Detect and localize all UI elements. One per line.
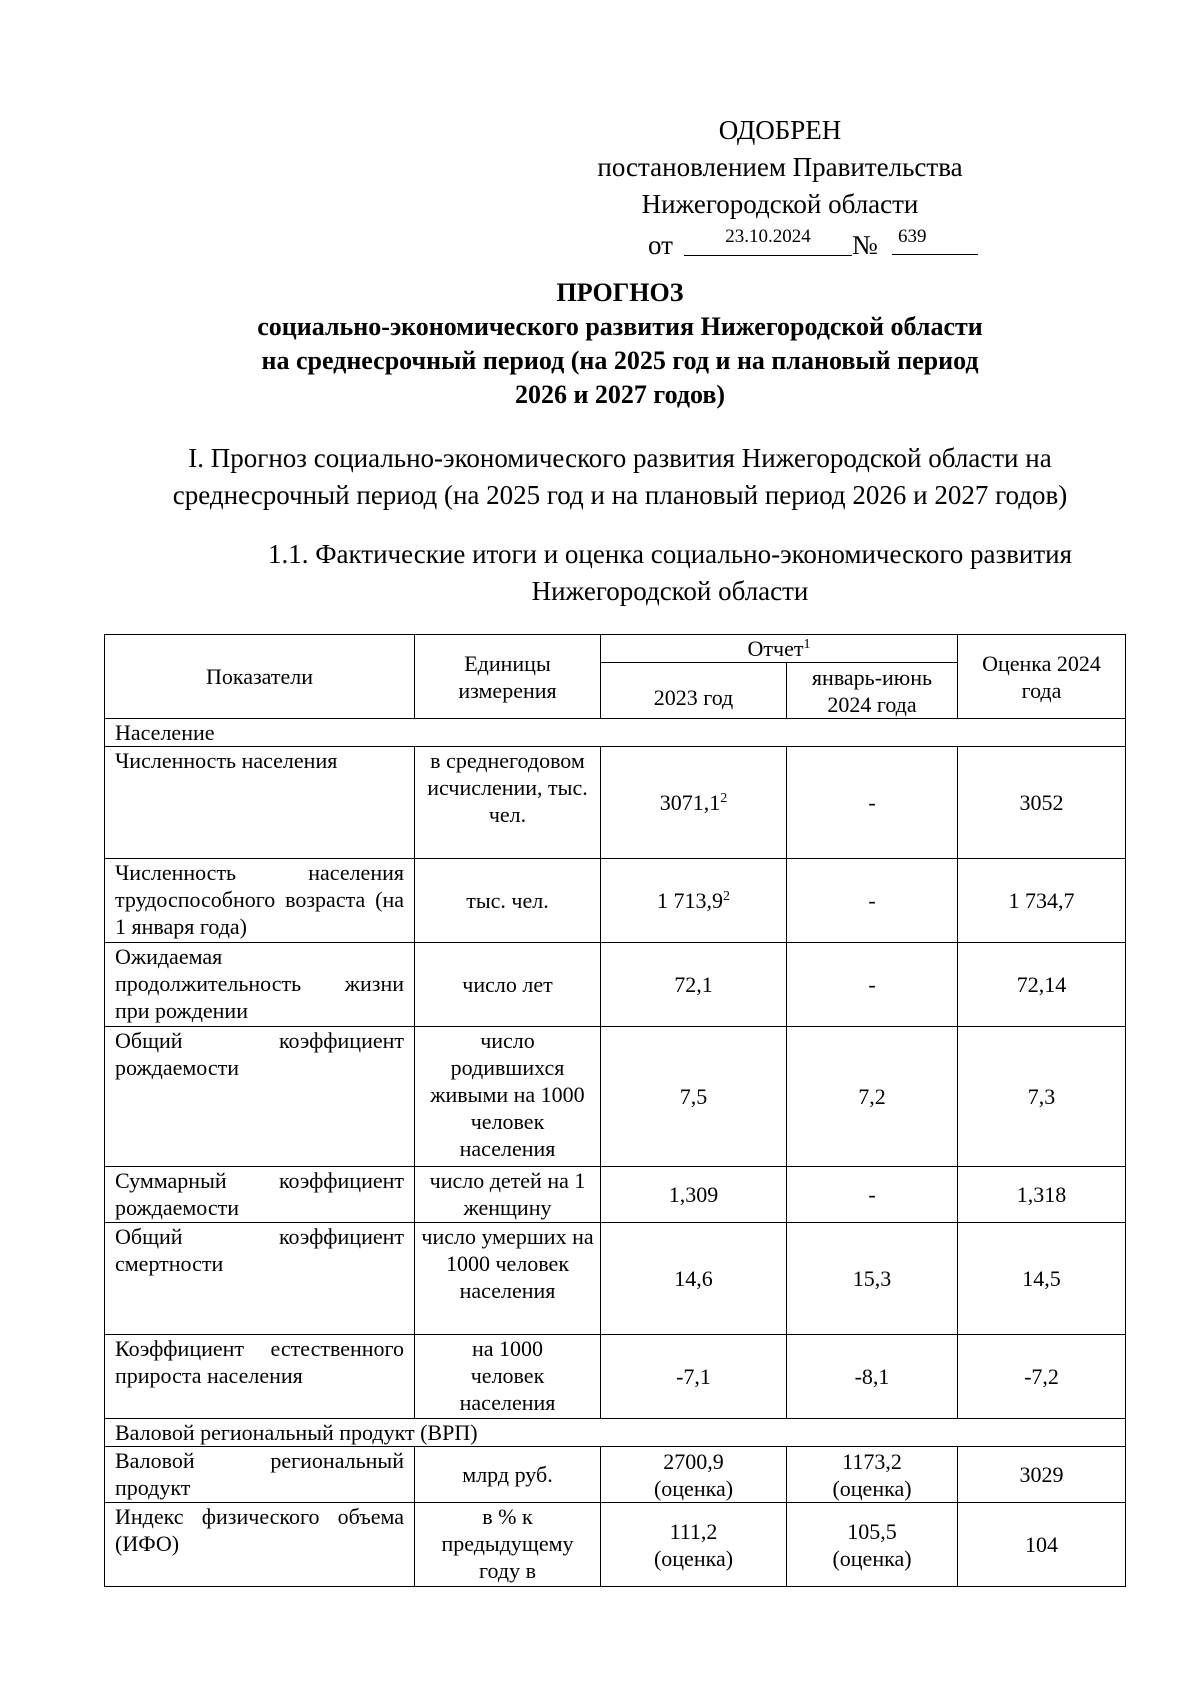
row-value-2023: 1 713,9$^2$ xyxy=(601,859,787,943)
row-value-jan-jun: 1173,2 (оценка) xyxy=(787,1447,958,1503)
row-unit: число умерших на 1000 человек населения xyxy=(415,1223,601,1335)
row-unit: тыс. чел. xyxy=(415,859,601,943)
row-unit: на 1000 человек населения xyxy=(415,1335,601,1419)
title-line-4: 2026 и 2027 годов) xyxy=(514,380,726,409)
header-indicators: Показатели xyxy=(105,635,415,719)
table-row xyxy=(105,1447,1126,1503)
title-line-2: социально-экономического развития Нижегородской области xyxy=(257,312,983,341)
approval-title: ОДОБРЕН xyxy=(718,115,842,145)
header-2023: 2023 год xyxy=(601,663,787,719)
row-unit: число лет xyxy=(415,943,601,1027)
row-value-2023: 2700,9 (оценка) xyxy=(601,1447,787,1503)
row-indicator: Численность населения трудоспособного возраста (на 1 января года) xyxy=(105,859,415,943)
table-row xyxy=(105,1335,1126,1419)
row-unit: в % к предыдущему году в xyxy=(415,1503,601,1587)
table-row xyxy=(105,1167,1126,1223)
row-value-2023: 72,1 xyxy=(601,943,787,1027)
approval-number: 639 xyxy=(892,223,978,255)
row-indicator: Общий коэффициент рождаемости xyxy=(105,1027,415,1167)
row-indicator: Индекс физического объема (ИФО) xyxy=(105,1503,415,1587)
table-row xyxy=(105,747,1126,859)
section-heading xyxy=(100,440,1140,514)
header-estimate-2024: Оценка 2024 года xyxy=(958,635,1126,719)
footnote-marker: 2 xyxy=(720,791,728,806)
table-row xyxy=(105,1503,1126,1587)
row-indicator: Коэффициент естественного прироста населения xyxy=(105,1335,415,1419)
row-value-2023: 111,2 (оценка) xyxy=(601,1503,787,1587)
row-unit: млрд руб. xyxy=(415,1447,601,1503)
row-value-jan-jun: 105,5 (оценка) xyxy=(787,1503,958,1587)
row-value-2023: 1,309 xyxy=(601,1167,787,1223)
row-value-estimate: -7,2 xyxy=(958,1335,1126,1419)
document-title xyxy=(100,276,1140,412)
row-indicator: Общий коэффициент смертности xyxy=(105,1223,415,1335)
subsection-line-2: Нижегородской области xyxy=(531,576,809,606)
row-indicator: Суммарный коэффициент рождаемости xyxy=(105,1167,415,1223)
header-jan-jun-2024: январь-июнь 2024 года xyxy=(787,663,958,719)
row-value-jan-jun: - xyxy=(787,859,958,943)
section-line-1: I. Прогноз социально-экономического развития Нижегородской области на xyxy=(188,443,1052,473)
row-value-2023: 3071,1$^2$ xyxy=(601,747,787,859)
table-row xyxy=(105,859,1126,943)
row-value-jan-jun: 7,2 xyxy=(787,1027,958,1167)
row-value-2023: 14,6 xyxy=(601,1223,787,1335)
table-section-row xyxy=(105,719,1126,747)
table-row xyxy=(105,1027,1126,1167)
header-report: Отчет$^1$ xyxy=(601,635,958,663)
section-grp: Валовой региональный продукт (ВРП) xyxy=(105,1419,1126,1447)
section-population: Население xyxy=(105,719,1126,747)
row-value-estimate: 72,14 xyxy=(958,943,1126,1027)
date-from-label: от xyxy=(648,230,673,260)
row-value-jan-jun: - xyxy=(787,943,958,1027)
row-value-estimate: 7,3 xyxy=(958,1027,1126,1167)
table-section-row xyxy=(105,1419,1126,1447)
header-units: Единицы измерения xyxy=(415,635,601,719)
row-value-jan-jun: 15,3 xyxy=(787,1223,958,1335)
row-value-2023: -7,1 xyxy=(601,1335,787,1419)
row-indicator: Ожидаемая продолжительность жизни при рождении xyxy=(105,943,415,1027)
row-value-estimate: 1 734,7 xyxy=(958,859,1126,943)
row-value-estimate: 104 xyxy=(958,1503,1126,1587)
row-value-estimate: 1,318 xyxy=(958,1167,1126,1223)
row-indicator: Численность населения xyxy=(105,747,415,859)
row-value-2023: 7,5 xyxy=(601,1027,787,1167)
row-unit: число родившихся живыми на 1000 человек населения xyxy=(415,1027,601,1167)
subsection-line-1: 1.1. Фактические итоги и оценка социально-экономического развития xyxy=(267,539,1073,569)
footnote-marker: 1 xyxy=(803,637,811,652)
row-unit: число детей на 1 женщину xyxy=(415,1167,601,1223)
approval-date-line xyxy=(560,223,1000,263)
row-value-jan-jun: - xyxy=(787,747,958,859)
table-row xyxy=(105,1223,1126,1335)
row-value-estimate: 3029 xyxy=(958,1447,1126,1503)
row-value-jan-jun: -8,1 xyxy=(787,1335,958,1419)
title-line-3: на среднесрочный период (на 2025 год и на плановый период xyxy=(261,346,979,375)
row-value-estimate: 14,5 xyxy=(958,1223,1126,1335)
approval-date: 23.10.2024 xyxy=(684,223,852,256)
approval-resolution: постановлением Правительства xyxy=(597,152,963,182)
number-label: № xyxy=(852,230,878,260)
approval-stamp xyxy=(560,112,1000,263)
table-header-row xyxy=(105,635,1126,663)
table-row xyxy=(105,943,1126,1027)
section-line-2: среднесрочный период (на 2025 год и на плановый период 2026 и 2027 годов) xyxy=(172,480,1068,510)
row-unit: в среднегодовом исчислении, тыс. чел. xyxy=(415,747,601,859)
title-line-1: ПРОГНОЗ xyxy=(556,278,684,307)
row-value-jan-jun: - xyxy=(787,1167,958,1223)
indicators-table xyxy=(104,634,1126,1587)
row-value-estimate: 3052 xyxy=(958,747,1126,859)
approval-region: Нижегородской области xyxy=(641,189,919,219)
footnote-marker: 2 xyxy=(723,889,730,904)
row-indicator: Валовой региональный продукт xyxy=(105,1447,415,1503)
subsection-heading xyxy=(220,536,1120,610)
